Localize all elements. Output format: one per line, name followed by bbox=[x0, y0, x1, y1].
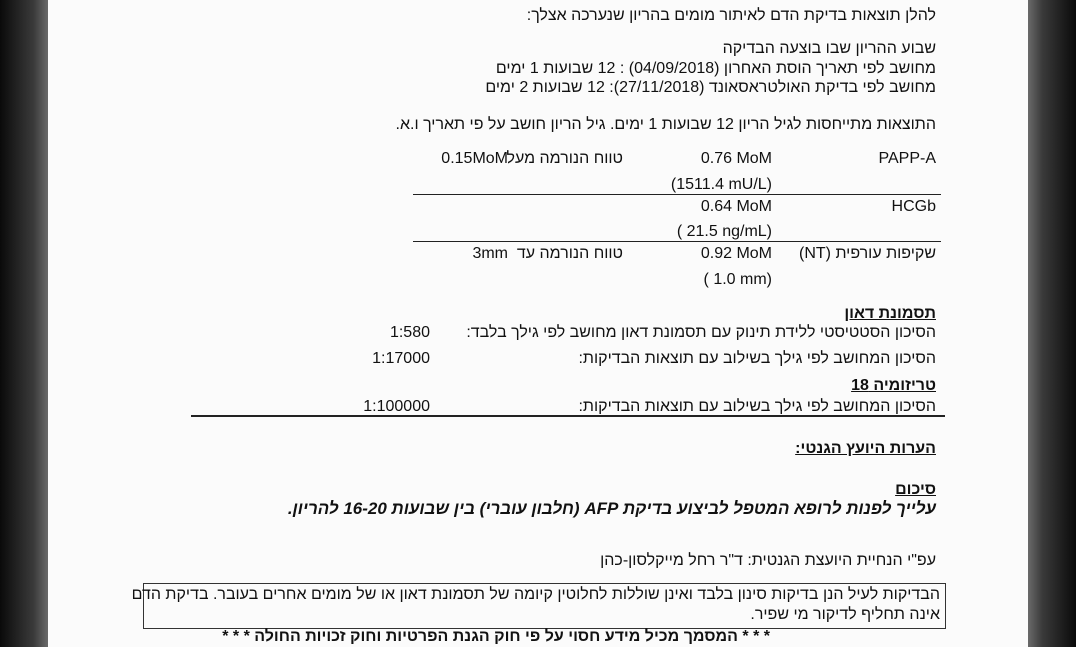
marker-name-papp-a: PAPP-A bbox=[878, 150, 936, 167]
down-age-risk-value: 1:580 bbox=[389, 324, 430, 341]
scan-border-left bbox=[0, 0, 48, 647]
marker-divider bbox=[413, 241, 941, 242]
summary-heading: סיכום bbox=[895, 481, 936, 498]
intro-text: להלן תוצאות בדיקת הדם לאיתור מומים בהריון שנערכה אצלך: bbox=[526, 7, 936, 24]
summary-text: עלייך לפנות לרופא המטפל לביצוע בדיקת AFP (חלבון עוברי) בין שבועות 16-20 להריון. bbox=[287, 499, 936, 518]
normal-range-label-nt: טווח הנורמה עד bbox=[516, 245, 623, 262]
disclaimer-line-1: הבדיקות לעיל הנן בדיקות סינון בלבד ואינן שוללות לחלוטין קיומה של תסמונת דאון או של מומים אחרים בעובר. בדיקת הדם bbox=[131, 586, 940, 603]
section-divider bbox=[191, 415, 945, 417]
marker-divider bbox=[413, 194, 941, 195]
document-page bbox=[48, 0, 1028, 647]
down-combined-risk-label: הסיכון המחושב לפי גילך בשילוב עם תוצאות הבדיקות: bbox=[578, 350, 936, 367]
down-syndrome-heading: תסמונת דאון bbox=[844, 305, 936, 322]
trisomy-combined-risk-label: הסיכון המחושב לפי גילך בשילוב עם תוצאות הבדיקות: bbox=[578, 398, 936, 415]
normal-range-value-papp-a: 0.15MoM bbox=[441, 150, 508, 167]
marker-raw-papp-a: (1511.4 mU/L) bbox=[670, 176, 772, 193]
marker-name-hcgb: HCGb bbox=[891, 198, 936, 215]
marker-mom-papp-a: 0.76 MoM bbox=[700, 150, 772, 167]
scan-border-right bbox=[1028, 0, 1076, 647]
counselor-notes-heading: הערות היועץ הגנטי: bbox=[795, 440, 936, 457]
normal-range-value-nt: 3mm bbox=[472, 245, 508, 262]
marker-mom-nt: 0.92 MoM bbox=[700, 245, 772, 262]
down-combined-risk-value: 1:17000 bbox=[372, 350, 430, 367]
marker-name-nt: שקיפות עורפית (NT) bbox=[799, 245, 936, 262]
trisomy-18-heading: טריזומיה 18 bbox=[851, 377, 936, 394]
down-age-risk-label: הסיכון הסטטיסטי ללידת תינוק עם תסמונת דאון מחושב לפי גילך בלבד: bbox=[466, 324, 936, 341]
marker-raw-nt: ( 1.0 mm) bbox=[703, 271, 772, 288]
marker-mom-hcgb: 0.64 MoM bbox=[700, 198, 772, 215]
trisomy-combined-risk-value: 1:100000 bbox=[363, 398, 430, 415]
disclaimer-line-2: אינה תחליף לדיקור מי שפיר. bbox=[750, 606, 940, 623]
pregnancy-week-heading: שבוע ההריון שבו בוצעה הבדיקה bbox=[722, 40, 936, 57]
normal-range-label-papp-a: טווח הנורמה מעל bbox=[506, 150, 623, 167]
signature-line: עפ"י הנחיית היועצת הגנטית: ד"ר רחל מייקלסון-כהן bbox=[600, 552, 936, 569]
results-note: התוצאות מתייחסות לגיל הריון 12 שבועות 1 ימים. גיל הריון חושב על פי תאריך ו.א. bbox=[395, 116, 936, 133]
lmp-calculation: מחושב לפי תאריך הוסת האחרון (04/09/2018) : 12 שבועות 1 ימים bbox=[495, 60, 936, 77]
privacy-notice: * * * המסמך מכיל מידע חסוי על פי חוק הגנת הפרטיות וחוק זכויות החולה * * * bbox=[222, 628, 770, 645]
marker-raw-hcgb: ( 21.5 ng/mL) bbox=[676, 223, 772, 240]
ultrasound-calculation: מחושב לפי בדיקת האולטראסאונד (27/11/2018): 12 שבועות 2 ימים bbox=[485, 79, 936, 96]
